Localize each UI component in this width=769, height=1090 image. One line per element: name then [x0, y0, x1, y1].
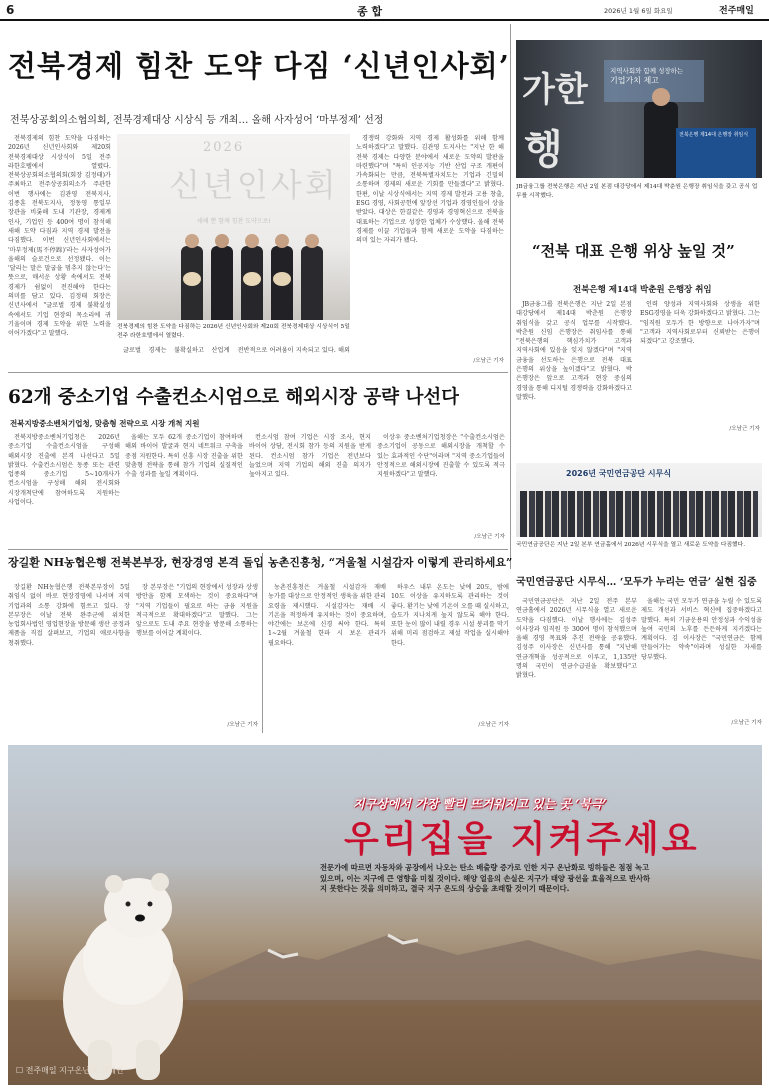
vertical-divider [510, 24, 511, 569]
vertical-divider [262, 553, 263, 733]
bear-nose [135, 915, 145, 922]
bouquet [273, 272, 291, 286]
banner-title: 신년인사회 [169, 166, 339, 204]
article4-headline: 국민연금공단 시무식… ‘모두가 누리는 연금’ 실현 집중 [516, 577, 757, 588]
section-label: 종 합 [357, 5, 383, 18]
screen-text-2: 행 [524, 126, 563, 173]
screen-panel-line1: 지역사회와 함께 성장하는 [610, 67, 684, 75]
banner-year: 2026 [203, 140, 245, 155]
article5-col2 [136, 583, 258, 719]
climate-campaign-ad [8, 745, 762, 1085]
article3-col4-text: 이상우 중소벤처기업청장은 "수출컨소시엄은 중소기업이 공동으로 해외시장을 개척할 수 있는 효과적인 수단"이라며 "지역 중소기업들이 안정적으로 해외시장에 진출할 수 있도록 적극 지원하겠다"고 말했다. [377, 434, 505, 479]
article3-col2 [125, 433, 243, 541]
article2-photo [516, 40, 762, 178]
article6-byline: /오남근 기자 [478, 722, 509, 728]
article3-col3 [249, 433, 371, 541]
person-head [305, 234, 319, 248]
horizontal-divider [8, 549, 508, 550]
ceremony-banner: 2026년 국민연금공단 시무식 [566, 469, 672, 478]
bear-leg [136, 1040, 160, 1080]
article1-byline: /오남근 기자 [473, 358, 504, 364]
article3-col2-text: 올해는 모두 62개 중소기업이 참여하며 해외 바이어 발굴과 현지 네트워크 구축을 중점 지원한다. 특히 신흥 시장 진출을 위한 맞춤형 전략을 통해 참가 기업의 실질적인 수출 성과를 높일 계획이다. [125, 434, 243, 479]
article2-subheadline: 전북은행 제14대 박춘원 은행장 취임 [573, 285, 712, 295]
horizontal-divider [8, 372, 508, 373]
article4-col2 [641, 597, 762, 717]
article5-col1-text: 장길환 NH농협은행 전북본부장이 5일 취임식 없이 바로 현장경영에 나서며 지역 기업과의 소통 강화에 힘쓰고 있다. 장 본부장은 이날 전북 완주군에 위치한 농업회사법인 영업현장을 방문해 생산 공정과 제품을 직접 살펴보고, 기업의 애로사항을 청취했다. [8, 584, 130, 647]
speaker-figure [644, 102, 678, 178]
banner-slogan: 새해 뿐 함께 힘찬 도약으로! [197, 218, 271, 225]
article1-headline: 전북경제 힘찬 도약 다짐 ‘신년인사회’ [8, 49, 510, 83]
article5-col2-text: 장 본부장은 "기업의 현장에서 성장과 상생 방안을 함께 모색하는 것이 중요하다"며 "지역 기업들이 필요로 하는 금융 지원을 적극적으로 확대하겠다"고 말했다. 그는 앞으로도 도내 주요 현장을 방문해 소통하는 행보를 이어갈 계획이다. [136, 584, 258, 638]
bear-eye [148, 902, 153, 907]
person-head [275, 234, 289, 248]
article1-photo [117, 134, 350, 320]
person-figure [301, 246, 323, 320]
article6-col1-text: 농촌진흥청은 겨울철 시설감자 재배 농가를 대상으로 안정적인 생육을 위한 관리 요령을 제시했다. 시설감자는 재배 시 기온을 적정하게 유지하는 것이 중요하며, 야간에는 보온에 신경 써야 한다. 특히 1~2월 겨울철 한파 시 보온 관리가 필요하다. [268, 584, 386, 647]
bouquet [183, 272, 201, 286]
article3-col1 [8, 433, 120, 541]
screen-panel-line2: 기업가치 제고 [610, 76, 659, 85]
person-figure [211, 246, 233, 320]
article4-col1 [516, 597, 637, 729]
article4-caption: 국민연금공단은 지난 2일 본부 연금홀에서 2026년 시무식을 열고 새로운 도약을 다짐했다. [516, 542, 746, 548]
article1-caption: 전북경제의 힘찬 도약을 다짐하는 2026년 신년인사회와 제20회 전북경제대상 시상식이 5일 전주 라한호텔에서 열렸다. [117, 324, 350, 339]
person-head [185, 234, 199, 248]
article2-col2 [640, 300, 760, 420]
article6-col1 [268, 583, 386, 731]
article2-caption: JB금융그룹 전북은행은 지난 2일 본점 대강당에서 제14대 박춘원 은행장 취임식을 갖고 공식 업무를 시작했다. [516, 184, 758, 199]
bear-ear [151, 873, 169, 891]
article2-byline: /오남근 기자 [729, 426, 760, 432]
article4-col2-text: 올해는 국민 모두가 연금을 누릴 수 있도록 제도 개선과 서비스 혁신에 집중하겠다고 말했다. 특히 기금운용의 안정성과 수익성을 높여 국민의 노후를 든든하게 지키겠다는 계획이다. 김 이사장은 "국민연금은 함께 만들어가는 약속"이라며 성실한 자세를 당부했다. [641, 598, 762, 661]
podium [676, 128, 756, 178]
article2-col1 [516, 300, 632, 488]
article5-col1 [8, 583, 130, 731]
article1-col3 [356, 134, 504, 356]
article1-col1 [8, 134, 111, 364]
podium-label: 전북은행 제14대 은행장 취임식 [679, 132, 749, 138]
article1-col2 [117, 346, 350, 364]
article4-photo [516, 463, 762, 537]
person-head [215, 234, 229, 248]
ad-title: 우리집을 지켜주세요 [344, 818, 700, 860]
bear-eye [126, 902, 131, 907]
article1-subheadline: 전북상공회의소협의회, 전북경제대상 시상식 등 개최… 올해 사자성어 ‘마부정제’ 선정 [10, 115, 384, 126]
article1-col3-text: 경쟁력 강화와 지역 경제 활성화를 위해 함께 노력하겠다"고 말했다. 김관영 도지사는 "지난 한 해 전북 경제는 다양한 분야에서 새로운 도약의 발판을 마련했다"며 "특히 인공지능 기반 산업 구조 개편이 가속화되는 만큼, 전북특별자치도는 기업과 긴밀히 소통하며 경제의 새로운 기회를 만들겠다"고 밝혔다. 한편, 이날 시상식에서는 지역 경제 발전과 고용 창출, ESG 경영, 사회공헌에 앞장선 기업과 경영인들이 상을 받았다. 대상은 한결같은 경영과 경영혁신으로 전북을 대표하는 기업으로 성장한 업체가 수상했다. 올해 전북 경제를 이끌 기업들과 함께 새로운 도약을 다짐하는 의미 있는 자리가 됐다. [356, 135, 504, 245]
article4-byline: /오남근 기자 [731, 720, 762, 726]
article1-col1-text: 전북경제의 힘찬 도약을 다짐하는 2026년 신년인사회와 제20회 전북경제대상 시상식이 5일 전주 라한호텔에서 열렸다. 전북상공회의소협의회(회장 김정태)가 주최하고 전주상공회의소가 주관한 이번 행사에는 김관영 전북지사, 김종훈 전북도지사, 정동영 통일부 장관을 비롯해 도내 기관장, 경제계 인사, 기업인 등 400여 명이 참석해 새해 도약 다짐과 지역 경제 발전을 다짐했다. 이번 신년인사회에서는 '마부정제(馬不停蹄)'라는 사자성어가 올해의 슬로건으로 선정됐다. 이는 '달리는 말은 말굽을 멈추지 않는다'는 뜻으로, 매서운 상황 속에서도 전북 경제가 쉼없이 전진해야 한다는 의미를 담고 있다. 김정태 회장은 신년사에서 "글로벌 경제 불확실성 속에서도 기업 현장의 목소리에 귀 기울이며 경제 도약을 위한 노력을 이어가겠다"고 말했다. [8, 135, 111, 338]
bear-ear [105, 875, 123, 893]
bouquet [243, 272, 261, 286]
ad-subtitle: 지구상에서 가장 빨리 뜨거워지고 있는 곳 ‘북극’ [353, 797, 607, 811]
article3-byline: /오남근 기자 [474, 534, 505, 540]
paper-name: 전주매일 [719, 6, 754, 16]
article6-headline: 농촌진흥청, “겨울철 시설감자 이렇게 관리하세요” [268, 556, 513, 569]
ad-body: 전문가에 따르면 자동차와 공장에서 나오는 탄소 배출량 증가로 인한 지구 온난화로 빙하들은 점점 녹고 있으며, 이는 지구에 큰 영향을 미칠 것이다. 해양 얼음의 손실은 지구가 태양 광선을 효율적으로 반사하지 못한다는 것을 의미하고, 결국 지구 온도의 상승을 초래할 것이기 때문이다. [320, 863, 651, 893]
article6-col2 [391, 583, 509, 719]
article2-headline: “전북 대표 은행 위상 높일 것” [532, 242, 735, 260]
person-head [245, 234, 259, 248]
article2-col1-text: JB금융그룹 전북은행은 지난 2일 본점 대강당에서 제14대 박춘원 은행장 취임식을 갖고 공식 업무를 시작했다. 박춘원 신임 은행장은 취임사를 통해 "전북은행의 핵심가치가 고객과 지역사회에 있음을 잊지 않겠다"며 "지역 금융을 선도하는 은행으로 전북 대표 은행의 위상을 높이겠다"고 밝혔다. 박 은행장은 앞으로 고객과 현장 중심의 경영을 통해 디지털 경쟁력을 강화하겠다고 말했다. [516, 301, 632, 401]
article5-headline: 장길환 NH농협은행 전북본부장, 현장경영 본격 돌입 [8, 556, 264, 569]
speaker-head [652, 88, 670, 106]
article3-headline: 62개 중소기업 수출컨소시엄으로 해외시장 공략 나선다 [8, 387, 460, 408]
article3-col1-text: 전북지방중소벤처기업청은 2026년 중소기업 수출컨소시엄을 구성해 해외시장 진출에 본격 나선다고 5일 밝혔다. 수출컨소시엄은 동종 또는 관련 업종의 중소기업 5~10개사가 컨소시엄을 구성해 해외 전시회와 시장개척단에 참여하도록 지원하는 사업이다. [8, 434, 120, 507]
article3-subheadline: 전북지방중소벤처기업청, 맞춤형 전략으로 시장 개척 지원 [10, 419, 200, 428]
article6-col2-text: 하우스 내부 온도는 낮에 20도, 밤에 10도 이상을 유지하도록 관리하는 것이 좋다. 환기는 낮에 기온이 오를 때 실시하고, 습도가 지나치게 높지 않도록 해야 한다. 또한 눈이 많이 내릴 경우 시설 붕괴를 막기 위해 미리 점검하고 제설 작업을 실시해야 한다. [391, 584, 509, 647]
screen-text-1: 가한 [522, 70, 588, 110]
article4-col1-text: 국민연금공단은 지난 2일 전주 본부 연금홀에서 2026년 시무식을 열고 새로운 도약을 다짐했다. 이날 행사에는 김성주 이사장과 임직원 등 300여 명이 참석했으며 올해 경영 목표와 추진 전략을 공유했다. 김성주 이사장은 신년사를 통해 "지난해 연금개혁을 성공적으로 이루고, 1,135만 명의 국민이 연금수급권을 확보했다"고 밝혔다. [516, 598, 637, 680]
header-rule [0, 19, 769, 21]
ad-footer: ☐ 전주매일 지구온난화 캠페인 [16, 1066, 124, 1075]
article2-col2-text: 인력 양성과 지역사회와 상생을 위한 ESG경영을 더욱 강화하겠다고 밝혔다. 그는 "임직원 모두가 한 방향으로 나아가자"며 "고객과 지역사회로부터 신뢰받는 은행이 되겠다"고 강조했다. [640, 301, 760, 346]
crowd [520, 491, 758, 537]
issue-date: 2026년 1월 6일 화요일 [604, 7, 673, 15]
page-number: 6 [6, 3, 15, 17]
article3-col3-text: 컨소시엄 참여 기업은 시장 조사, 현지 바이어 상담, 전시회 참가 등의 지원을 받게 된다. 컨소시엄 참가 기업은 전년보다 늘었으며 지역 기업의 해외 진출 의지가 높아지고 있다. [249, 434, 371, 479]
polar-bear-illustration [48, 860, 218, 1080]
article5-byline: /오남근 기자 [227, 722, 258, 728]
article3-col4 [377, 433, 505, 533]
article1-col2-text: 글로벌 경제는 불확실하고 산업계 전반적으로 어려움이 지속되고 있다. 해외 [123, 347, 350, 354]
mountain-range [188, 935, 762, 1005]
